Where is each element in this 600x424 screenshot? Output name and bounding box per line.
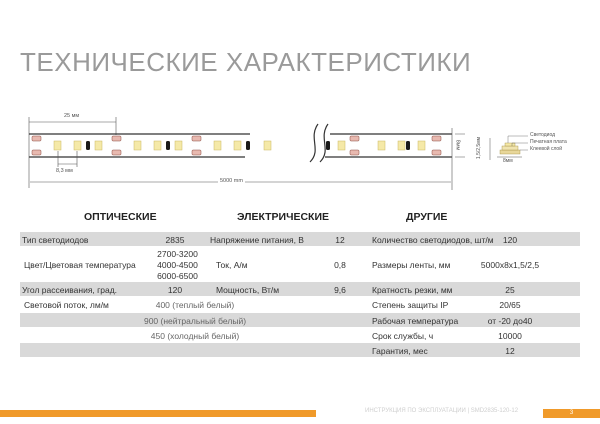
label-ip-rating: Степень защиты IP xyxy=(372,300,449,310)
table-row xyxy=(20,247,580,281)
label-led-type: Тип светодиодов xyxy=(22,235,89,245)
section-electrical: ЭЛЕКТРИЧЕСКИЕ xyxy=(237,211,329,223)
table-row xyxy=(20,232,580,246)
table-row xyxy=(20,343,580,357)
page-number: 3 xyxy=(543,409,600,418)
label-beam-angle: Угол рассеивания, град. xyxy=(22,285,118,295)
value-flux-cold: 450 (холодный белый) xyxy=(150,331,240,341)
page-title: ТЕХНИЧЕСКИЕ ХАРАКТЕРИСТИКИ xyxy=(20,47,472,77)
value-power: 9,6 xyxy=(334,285,346,295)
value-cut-step: 25 xyxy=(505,285,515,295)
table-row xyxy=(20,328,580,342)
value-warranty: 12 xyxy=(505,346,515,356)
label-operating-temp: Рабочая температура xyxy=(372,316,459,326)
label-lifetime: Срок службы, ч xyxy=(372,331,434,341)
value-lifetime: 10000 xyxy=(498,331,522,341)
length-label: 5000 mm xyxy=(220,178,243,184)
pitch-label: 25 мм xyxy=(64,113,80,119)
layer-label-led: Светодиод xyxy=(530,132,556,138)
table-row xyxy=(20,282,580,296)
label-color-temp: Цвет/Цветовая температура xyxy=(24,260,136,270)
layer-label-pcb: Печатная плата xyxy=(530,139,567,145)
value-flux-warm: 400 (теплый белый) xyxy=(155,300,235,310)
label-luminous-flux: Световой поток, лм/м xyxy=(24,300,109,310)
value-ip-rating: 20/65 xyxy=(499,300,521,310)
footer-accent-bar xyxy=(0,410,316,417)
label-dimensions: Размеры ленты, мм xyxy=(372,260,451,270)
value-led-type: 2835 xyxy=(165,235,185,245)
value-current: 0,8 xyxy=(334,260,346,270)
section-optical: ОПТИЧЕСКИЕ xyxy=(84,211,157,223)
value-dimensions: 5000x8x1,5/2,5 xyxy=(480,260,540,270)
value-operating-temp: от -20 до40 xyxy=(487,316,533,326)
profile-width-label: 8мм xyxy=(503,158,513,164)
table-row xyxy=(20,313,580,327)
table-row xyxy=(20,297,580,312)
led-strip-diagram xyxy=(0,100,600,200)
label-voltage: Напряжение питания, В xyxy=(210,235,304,245)
footer-text: ИНСТРУКЦИЯ ПО ЭКСПЛУАТАЦИИ | SMD2835-120-12 xyxy=(365,408,519,414)
label-current: Ток, А/м xyxy=(216,260,248,270)
profile-height-label: 1,5/2,5мм xyxy=(476,136,483,160)
value-flux-neutral: 900 (нейтральный белый) xyxy=(143,316,247,326)
value-color-temp-2: 4000-4500 xyxy=(157,260,198,270)
label-power: Мощность, Вт/м xyxy=(216,285,280,295)
led-gap-label: 8,3 мм xyxy=(56,168,73,174)
value-led-count: 120 xyxy=(502,235,518,245)
label-cut-step: Кратность резки, мм xyxy=(372,285,453,295)
value-voltage: 12 xyxy=(335,235,345,245)
width-label: 8мм xyxy=(454,139,461,151)
layer-label-adhesive: Клеевой слой xyxy=(530,146,563,152)
section-other: ДРУГИЕ xyxy=(406,211,448,223)
value-beam-angle: 120 xyxy=(167,285,183,295)
value-color-temp-3: 6000-6500 xyxy=(157,271,198,281)
label-led-count: Количество светодиодов, шт/м xyxy=(372,235,494,245)
label-warranty: Гарантия, мес xyxy=(372,346,428,356)
value-color-temp-1: 2700-3200 xyxy=(157,249,198,259)
